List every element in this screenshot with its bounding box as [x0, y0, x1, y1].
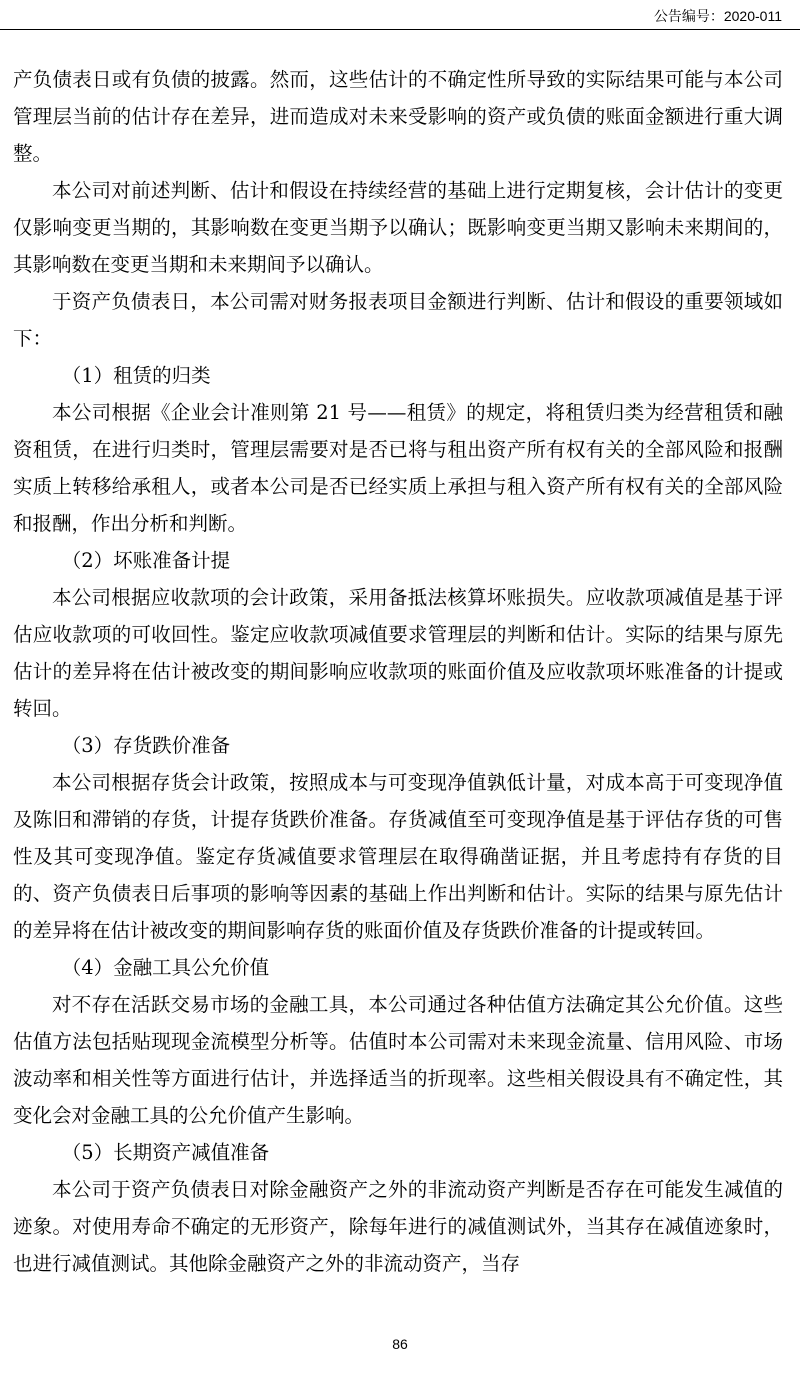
section-heading-fair-value: （4）金融工具公允价值 [61, 956, 270, 979]
section-heading-lease-classification: （1）租赁的归类 [61, 364, 211, 387]
paragraph-inventory: 本公司根据存货会计政策，按照成本与可变现净值孰低计量，对成本高于可变现净值及陈旧和滞销的存货，计提存货跌价准备。存货减值至可变现净值是基于评估存货的可售性及其可变现净值。鉴定存货减值要求管理层在取得确凿证据，并且考虑持有存货的目的、资产负债表日后事项的影响等因素的基础上作出判断和估计。实际的结果与原先估计的差异将在估计被改变的期间影响存货的账面价值及存货跌价准备的计提或转回。 [13, 771, 783, 942]
header-divider [0, 29, 800, 30]
paragraph-lease-classification: 本公司根据《企业会计准则第 21 号——租赁》的规定，将租赁归类为经营租赁和融资租赁，在进行归类时，管理层需要对是否已将与租出资产所有权有关的全部风险和报酬实质上转移给承租人，或者本公司是否已经实质上承担与租入资产所有权有关的全部风险和报酬，作出分析和判断。 [13, 401, 783, 535]
paragraph-review: 本公司对前述判断、估计和假设在持续经营的基础上进行定期复核，会计估计的变更仅影响变更当期的，其影响数在变更当期予以确认；既影响变更当期又影响未来期间的，其影响数在变更当期和未来期间予以确认。 [13, 179, 783, 276]
paragraph-bad-debt: 本公司根据应收款项的会计政策，采用备抵法核算坏账损失。应收款项减值是基于评估应收款项的可收回性。鉴定应收款项减值要求管理层的判断和估计。实际的结果与原先估计的差异将在估计被改变的期间影响应收款项的账面价值及应收款项坏账准备的计提或转回。 [13, 586, 783, 720]
paragraph-fair-value: 对不存在活跃交易市场的金融工具，本公司通过各种估值方法确定其公允价值。这些估值方法包括贴现现金流模型分析等。估值时本公司需对未来现金流量、信用风险、市场波动率和相关性等方面进行估计，并选择适当的折现率。这些相关假设具有不确定性，其变化会对金融工具的公允价值产生影响。 [13, 993, 783, 1127]
document-body [13, 61, 783, 1282]
paragraph-continued: 产负债表日或有负债的披露。然而，这些估计的不确定性所导致的实际结果可能与本公司管理层当前的估计存在差异，进而造成对未来受影响的资产或负债的账面金额进行重大调整。 [13, 68, 783, 165]
section-heading-inventory: （3）存货跌价准备 [61, 734, 231, 757]
section-heading-bad-debt: （2）坏账准备计提 [61, 549, 231, 572]
paragraph-key-areas: 于资产负债表日，本公司需对财务报表项目金额进行判断、估计和假设的重要领域如下： [13, 290, 783, 350]
section-heading-impairment: （5）长期资产减值准备 [61, 1141, 270, 1164]
page-number: 86 [392, 1336, 408, 1352]
paragraph-impairment: 本公司于资产负债表日对除金融资产之外的非流动资产判断是否存在可能发生减值的迹象。对使用寿命不确定的无形资产，除每年进行的减值测试外，当其存在减值迹象时，也进行减值测试。其他除金融资产之外的非流动资产，当存 [13, 1178, 783, 1275]
announcement-number: 公告编号：2020-011 [653, 8, 782, 24]
